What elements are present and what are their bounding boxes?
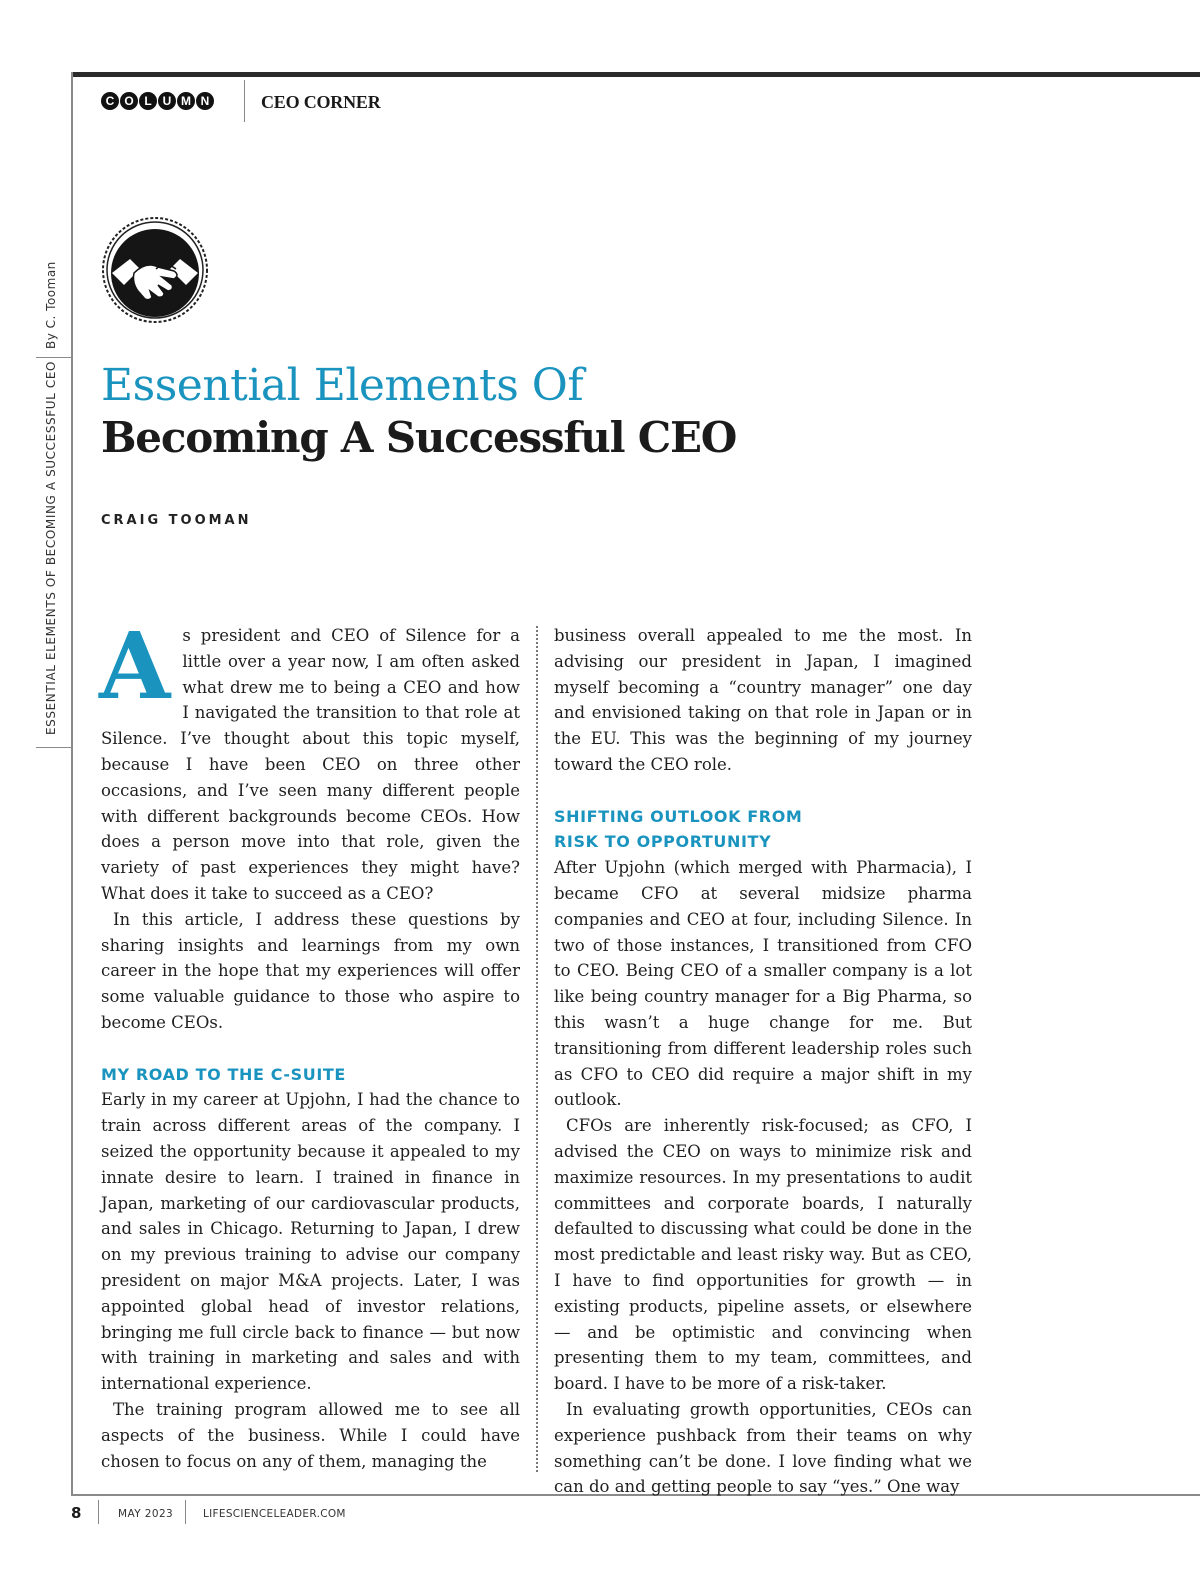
intro-paragraph-2: In this article, I address these questions by sharing insights and learnings from my own career in the hope that my experiences will offer some valuable guidance to those who aspire to become CEOs. [101,909,520,1032]
badge-letter: O [120,92,138,110]
running-title-text: ESSENTIAL ELEMENTS OF BECOMING A SUCCESSFUL CEO [44,360,58,735]
byline-text: By C. Tooman [44,261,58,349]
badge-letter: M [177,92,195,110]
handshake-icon [100,215,210,325]
sidebar-running-title [34,260,74,750]
article-column-left [99,612,520,1474]
badge-letter: N [196,92,214,110]
sidebar-divider [36,747,72,748]
footer-divider [98,1500,99,1524]
section-heading [554,804,972,856]
section-heading-line2: RISK TO OPPORTUNITY [554,832,772,852]
badge-letter: L [139,92,157,110]
article-title-line2: Becoming A Successful CEO [101,413,737,462]
section-heading-line1: SHIFTING OUTLOOK FROM [554,806,803,826]
body-paragraph: Early in my career at Upjohn, I had the chance to train across different areas of the company. I seized the opportunity because it appealed to my innate desire to learn. I trained in finance in Japan, marketing of our cardiovascular products, and sales in Chicago. Returning to Japan, I drew on my previous training to advise our company president on major M&A projects. Later, I was appointed global head of investor relations, bringing me full circle back to finance — but now with training in marketing and sales and with international experience. [101,1090,520,1394]
article-author: CRAIG TOOMAN [101,513,252,528]
website-link[interactable]: LIFESCIENCELEADER.COM [203,1508,346,1520]
body-paragraph: After Upjohn (which merged with Pharmacia), I became CFO at several midsize pharma companies and CEO at four, including Silence. In two of those instances, I transitioned from CFO to CEO. Being CEO of a smaller company is a lot like being country manager for a Big Pharma, so this wasn’t a huge change for me. But transitioning from different leadership roles such as CFO to CEO did require a major shift in my outlook. [554,858,972,1110]
section-label: CEO CORNER [261,92,381,112]
body-paragraph: The training program allowed me to see all aspects of the business. While I could have chosen to focus on any of them, managing the [101,1399,520,1471]
page-number: 8 [71,1504,82,1522]
footer-divider [185,1500,186,1524]
dropcap: A [99,612,171,720]
badge-letter: U [158,92,176,110]
top-rule [71,72,1200,77]
column-badge [101,92,214,110]
body-paragraph: CFOs are inherently risk-focused; as CFO, I advised the CEO on ways to minimize risk and maximize resources. In my presentations to audit committees and corporate boards, I naturally defaulted to discussing what could be done in the most predictable and least risky way. But as CEO, I have to find opportunities for growth — in existing products, pipeline assets, or elsewhere — and be optimistic and convincing when presenting them to my team, committees, and board. I have to be more of a risk-taker. [554,1116,972,1394]
column-divider [536,626,538,1472]
article-title-line1: Essential Elements Of [101,360,584,411]
body-paragraph: In evaluating growth opportunities, CEOs can experience pushback from their teams on why something can’t be done. I love finding what we can do and getting people to say “yes.” One way [554,1399,972,1497]
article-column-right [554,623,972,1500]
header-divider [244,80,245,122]
intro-paragraph-text: s president and CEO of Silence for a little over a year now, I am often asked what drew me to being a CEO and how I navigated the transition to that role at Silence. I’ve thought about this topic myself, because I have been CEO on three other occasions, and I’ve seen many different people with different backgrounds become CEOs. How does a person move into that role, given the variety of past experiences they might have? What does it take to succeed as a CEO? [101,626,520,903]
badge-letter: C [101,92,119,110]
section-heading: MY ROAD TO THE C-SUITE [101,1064,346,1084]
body-paragraph: business overall appealed to me the most. In advising our president in Japan, I imagined myself becoming a “country manager” one day and envisioned taking on that role in Japan or in the EU. This was the beginning of my journey toward the CEO role. [554,626,972,774]
intro-paragraph [99,612,520,907]
issue-date: MAY 2023 [118,1508,174,1520]
